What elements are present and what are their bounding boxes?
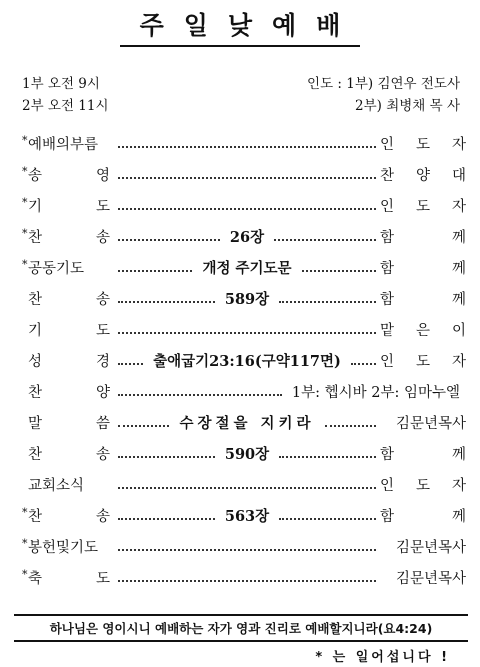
dot-leader xyxy=(118,425,169,427)
title-text: 주일낮예배 xyxy=(120,6,361,47)
order-item-name: 공동기도 xyxy=(28,261,85,277)
order-item-name: 교회소식 xyxy=(28,478,85,494)
order-item-name: 찬 양 xyxy=(28,385,110,401)
order-item-responsible: 인 도 자 xyxy=(380,478,466,494)
order-item-name: 예배의부름 xyxy=(28,137,99,153)
scripture-footer xyxy=(14,614,468,642)
order-of-worship xyxy=(22,128,466,593)
order-row xyxy=(22,190,466,221)
dot-leader xyxy=(118,549,376,551)
order-item-responsible: 인 도 자 xyxy=(380,354,466,370)
order-item-responsible: 김문년목사 xyxy=(395,540,466,556)
order-item-responsible: 인 도 자 xyxy=(380,137,466,153)
order-row xyxy=(22,221,466,252)
leader-1: 인도 : 1부) 김연우 전도사 xyxy=(307,76,460,92)
order-item-name: 찬 송 xyxy=(28,447,110,463)
dot-leader xyxy=(118,239,220,241)
order-item-name: 기 도 xyxy=(28,323,110,339)
dot-leader xyxy=(279,301,376,303)
order-row xyxy=(22,407,466,438)
order-item-responsible: 함 께 xyxy=(380,230,466,246)
dot-leader xyxy=(118,146,376,148)
leader-2: 2부) 최병채 목 사 xyxy=(355,98,460,114)
order-item-name: 축 도 xyxy=(28,571,110,587)
order-row xyxy=(22,159,466,190)
order-item-detail: 590장 xyxy=(224,446,270,463)
order-item-name: 찬 송 xyxy=(28,230,110,246)
order-item-detail: 수장절을 지키라 xyxy=(179,415,315,432)
order-row xyxy=(22,500,466,531)
order-item-responsible: 함 께 xyxy=(380,261,466,277)
dot-leader xyxy=(302,270,376,272)
order-item-name: 말 씀 xyxy=(28,416,110,432)
order-item-responsible: 김문년목사 xyxy=(395,416,467,432)
dot-leader xyxy=(118,580,376,582)
dot-leader xyxy=(118,518,215,520)
order-item-detail: 1부: 헵시바 2부: 임마누엘 xyxy=(291,385,460,401)
order-item-responsible: 찬 양 대 xyxy=(380,168,466,184)
service-times xyxy=(22,73,109,117)
order-item-responsible: 함 께 xyxy=(380,292,466,308)
dot-leader xyxy=(274,239,376,241)
stand-note: * 는 일어섭니다 ! xyxy=(315,650,450,665)
order-item-name: 찬 송 xyxy=(28,509,110,525)
order-item-responsible: 인 도 자 xyxy=(380,199,466,215)
stand-marker: * xyxy=(22,227,28,240)
service-time-1: 1부 오전 9시 xyxy=(22,76,100,92)
order-row xyxy=(22,469,466,500)
order-item-name: 기 도 xyxy=(28,199,110,215)
dot-leader xyxy=(118,363,143,365)
dot-leader xyxy=(118,208,376,210)
dot-leader xyxy=(118,394,282,396)
dot-leader xyxy=(118,487,376,489)
order-row xyxy=(22,438,466,469)
order-item-detail: 26장 xyxy=(229,229,265,246)
order-item-detail: 563장 xyxy=(224,508,270,525)
dot-leader xyxy=(118,301,215,303)
stand-marker: * xyxy=(22,537,28,550)
order-item-responsible: 함 께 xyxy=(380,509,466,525)
service-leaders xyxy=(307,73,460,117)
order-item-detail: 589장 xyxy=(224,291,270,308)
stand-marker: * xyxy=(22,196,28,209)
service-time-2: 2부 오전 11시 xyxy=(22,98,109,114)
dot-leader xyxy=(118,270,192,272)
order-item-name: 송 영 xyxy=(28,168,110,184)
order-item-name: 찬 송 xyxy=(28,292,110,308)
order-item-detail: 출애굽기23:16(구약117면) xyxy=(153,353,341,370)
order-row xyxy=(22,252,466,283)
dot-leader xyxy=(279,518,376,520)
order-row xyxy=(22,376,466,407)
stand-marker: * xyxy=(22,134,28,147)
order-item-detail: 개정 주기도문 xyxy=(202,260,292,277)
order-item-responsible: 맡 은 이 xyxy=(380,323,466,339)
order-item-responsible: 함 께 xyxy=(380,447,466,463)
order-item-name: 성 경 xyxy=(28,354,110,370)
dot-leader xyxy=(118,332,376,334)
stand-marker: * xyxy=(22,165,28,178)
order-row xyxy=(22,128,466,159)
dot-leader xyxy=(118,456,215,458)
dot-leader xyxy=(279,456,376,458)
dot-leader xyxy=(118,177,376,179)
order-item-responsible: 김문년목사 xyxy=(395,571,466,587)
order-row xyxy=(22,283,466,314)
order-item-name: 봉헌및기도 xyxy=(28,540,99,556)
footer-text: 하나님은 영이시니 예배하는 자가 영과 진리로 예배할지니라(요4:24) xyxy=(49,621,433,636)
order-row xyxy=(22,314,466,345)
order-row xyxy=(22,562,466,593)
order-row xyxy=(22,345,466,376)
bulletin-title xyxy=(0,6,480,47)
stand-marker: * xyxy=(22,568,28,581)
order-row xyxy=(22,531,466,562)
dot-leader xyxy=(325,425,376,427)
dot-leader xyxy=(351,363,376,365)
stand-marker: * xyxy=(22,506,28,519)
stand-marker: * xyxy=(22,258,28,271)
